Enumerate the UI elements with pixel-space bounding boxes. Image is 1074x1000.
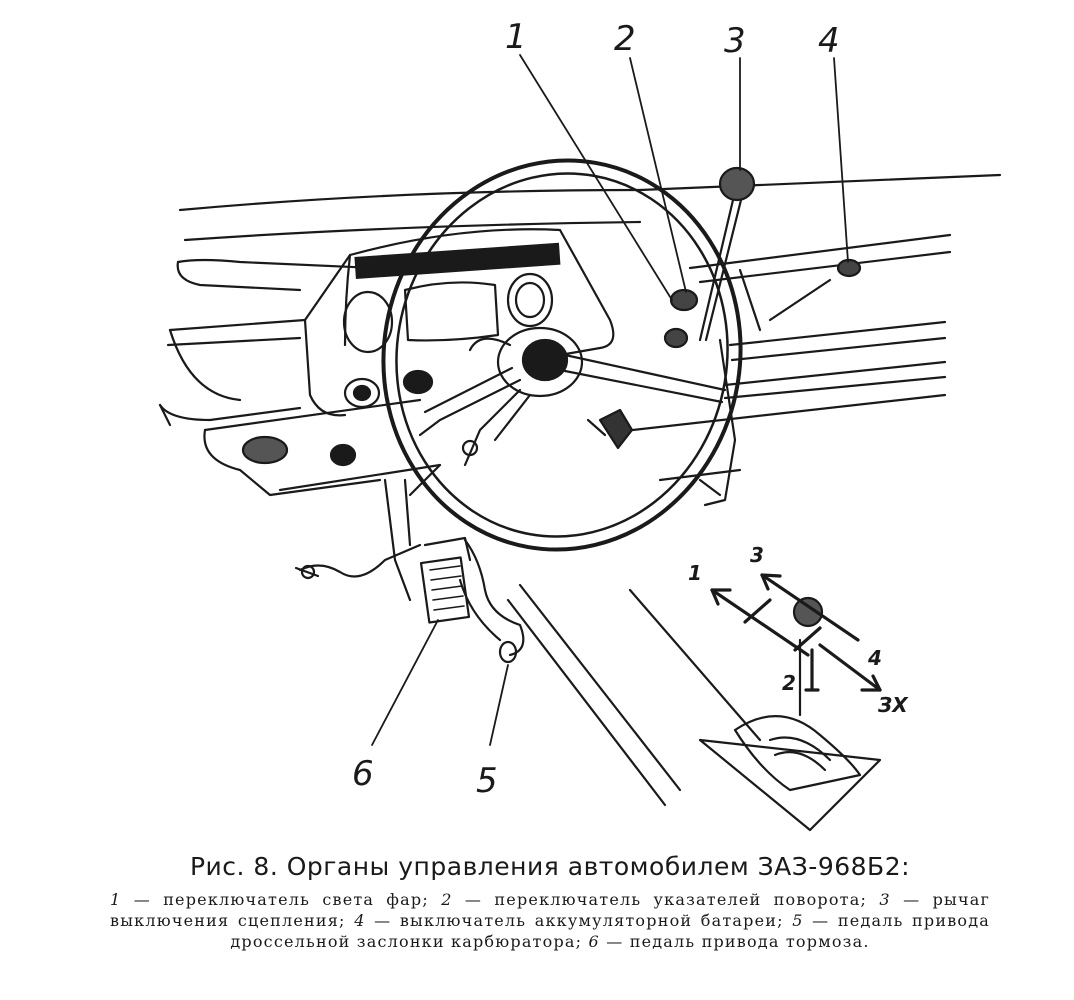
figure-caption: [110, 852, 990, 952]
gear-label-4: 4: [868, 646, 882, 670]
gear-label-reverse: ЗХ: [878, 693, 908, 717]
caption-legend: [110, 889, 990, 952]
legend-item-5: 5 — педаль привода дроссельной заслонки карбюратора;: [230, 911, 991, 951]
callout-2: 2: [614, 19, 636, 59]
callout-6: 6: [352, 754, 374, 794]
legend-item-4: 4 — выключатель аккумуляторной батареи;: [354, 911, 784, 930]
dashboard-top: [178, 175, 1000, 290]
gear-label-3: 3: [750, 543, 764, 567]
callout-1: 1: [505, 17, 527, 57]
legend-item-1: 1 — переключатель света фар;: [110, 890, 429, 909]
legend-item-3: 3 — рычаг выключения сцепления;: [110, 890, 991, 930]
callout-5: 5: [476, 761, 498, 801]
legend-item-2: 2 — переключатель указателей поворота;: [441, 890, 868, 909]
caption-title: Рис. 8. Органы управления автомобилем ЗАЗ-968Б2:: [189, 852, 911, 881]
gear-label-1: 1: [688, 561, 702, 585]
pedal-assembly: [296, 480, 523, 662]
lever-3: [700, 168, 754, 340]
gear-label-2: 2: [782, 671, 796, 695]
callout-leaders: [372, 55, 848, 745]
callout-3: 3: [724, 21, 746, 61]
steering-column: [410, 390, 632, 495]
floor-and-shifter: [508, 585, 880, 830]
steering-wheel: [353, 132, 771, 578]
gear-shift-pattern: [712, 575, 880, 690]
legend-item-6: 6 — педаль привода тормоза.: [588, 932, 870, 951]
callout-4: 4: [818, 21, 840, 61]
